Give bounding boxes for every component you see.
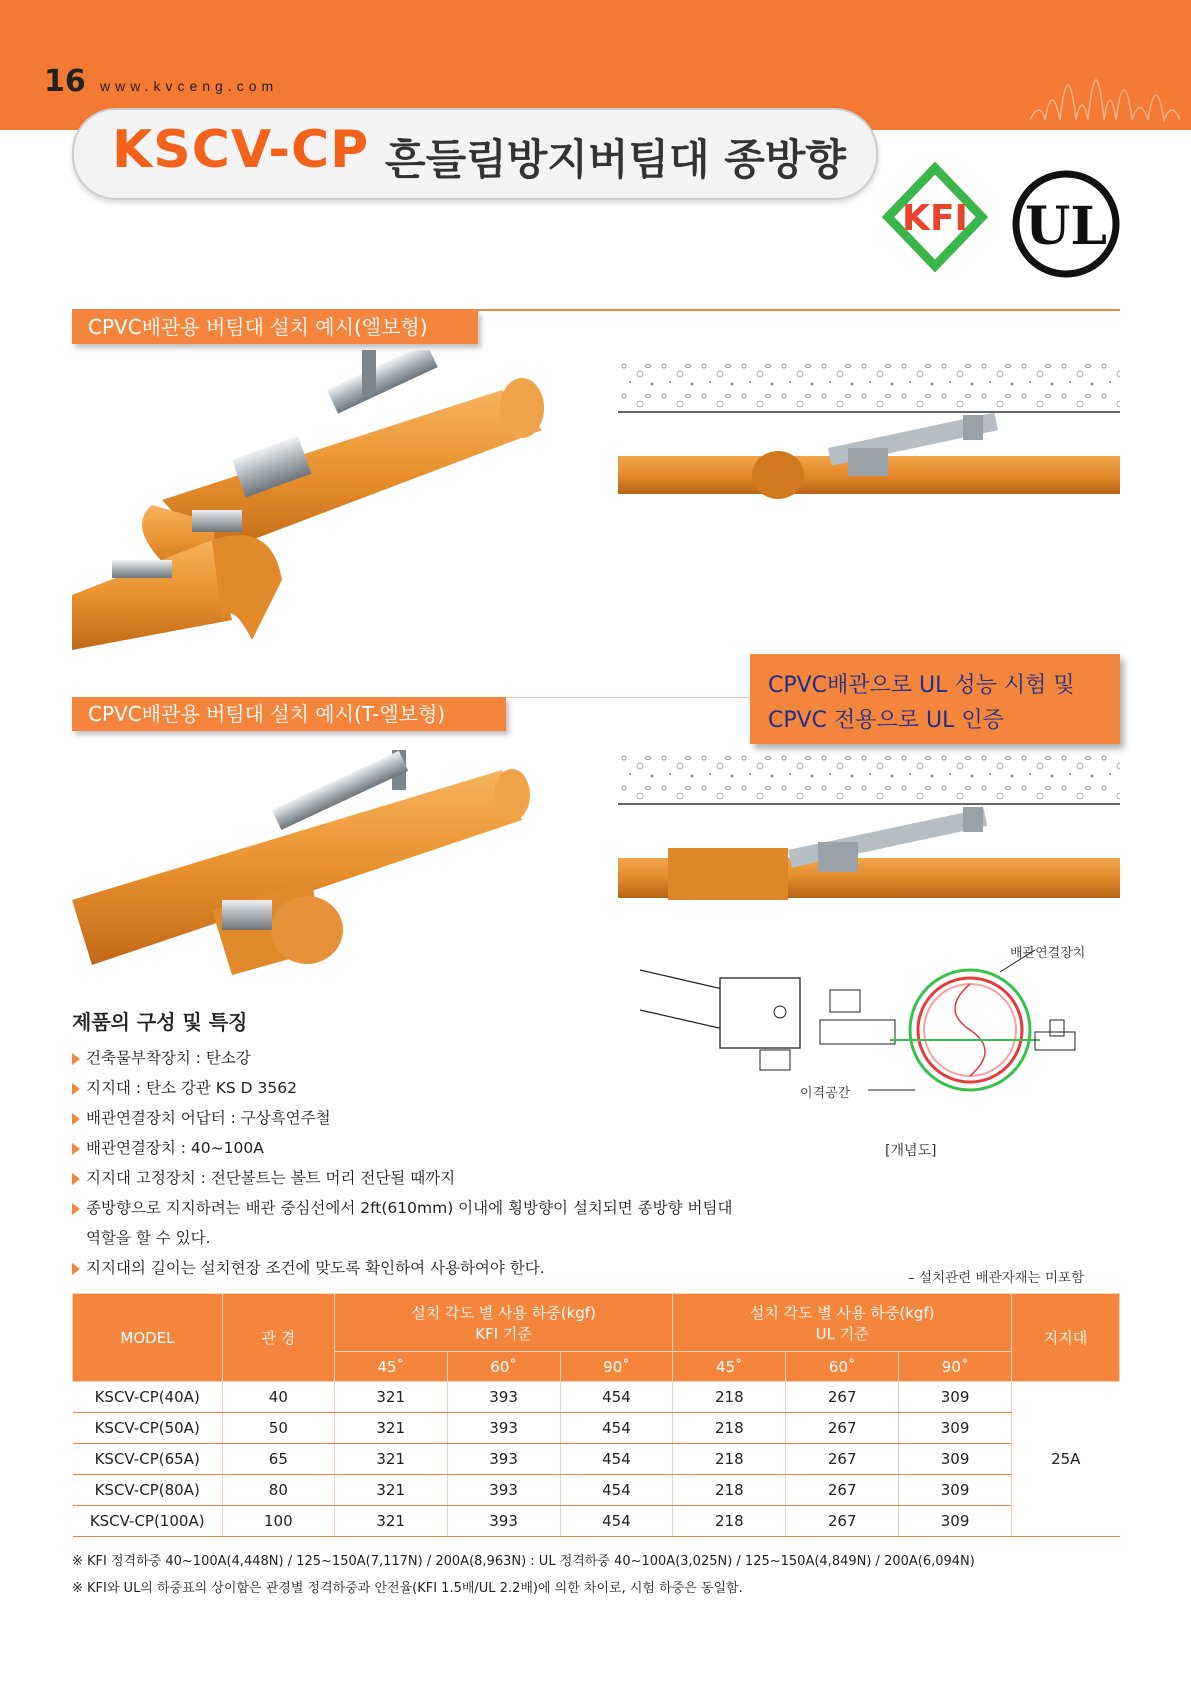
table-cell: 454 [560,1444,673,1475]
table-cell: 267 [786,1413,899,1444]
table-row [73,1413,1120,1444]
elbow-side-view-diagram [618,360,1120,500]
table-cell: 321 [334,1475,447,1506]
table-cell: 267 [786,1506,899,1537]
feature-item: 종방향으로 지지하려는 배관 중심선에서 2ft(610mm) 이내에 횡방향이 설치되면 종방향 버팀대 [72,1196,732,1218]
feature-item: 건축물부착장치 : 탄소강 [72,1046,251,1068]
table-row [73,1444,1120,1475]
header-kfi-group: 설치 각도 별 사용 하중(kgf) KFI 기준 [334,1294,673,1352]
table-cell: 100 [222,1506,334,1537]
section-label-tee: CPVC배관용 버팀대 설치 예시(T-엘보형) [72,697,506,731]
table-cell: 393 [447,1382,560,1413]
feature-item: 지지대의 길이는 설치현장 조건에 맞도록 확인하여 사용하여야 한다. [72,1256,545,1278]
table-cell: 454 [560,1506,673,1537]
diagram-caption: [개념도] [885,1143,937,1159]
table-cell: 309 [899,1444,1012,1475]
table-cell: 393 [447,1444,560,1475]
header-kfi-90: 90˚ [560,1352,673,1382]
header-ul-45: 45˚ [673,1352,786,1382]
table-cell: KSCV-CP(80A) [73,1475,223,1506]
ul-logo [1010,168,1122,280]
tee-side-view-diagram [618,752,1120,902]
table-cell: 454 [560,1475,673,1506]
website-url[interactable]: www.kvceng.com [100,78,279,94]
kfi-logo-text: KFI [902,198,968,239]
header-ul-60: 60˚ [786,1352,899,1382]
concept-diagram [640,950,1110,1120]
table-cell: 50 [222,1413,334,1444]
table-cell: 40 [222,1382,334,1413]
table-row [73,1382,1120,1413]
bullet-triangle-icon [72,1263,80,1275]
kfi-logo [880,162,990,272]
table-cell: 65 [222,1444,334,1475]
bullet-triangle-icon [72,1053,80,1065]
header-diameter: 관 경 [222,1294,334,1382]
table-cell: 267 [786,1444,899,1475]
table-cell: 218 [673,1506,786,1537]
table-cell: 454 [560,1382,673,1413]
footnote-rated-load: ※ KFI 정격하중 40~100A(4,448N) / 125~150A(7,117N) / 200A(8,963N) : UL 정격하중 40~100A(3,025N) / 125~150A(4,849N) / 200A(6,094N) [72,1554,975,1569]
callout-line-2: CPVC 전용으로 UL 인증 [768,708,1004,733]
bullet-triangle-icon [72,1113,80,1125]
table-cell: 218 [673,1475,786,1506]
table-row [73,1475,1120,1506]
product-description-title: 흔들림방지버팀대 종방향 [385,135,846,184]
label-pipe-connector: 배관연결장치 [1010,946,1086,961]
table-cell: KSCV-CP(40A) [73,1382,223,1413]
table-cell: 309 [899,1475,1012,1506]
table-cell: 80 [222,1475,334,1506]
header-kfi-60: 60˚ [447,1352,560,1382]
feature-item: 지지대 고정장치 : 전단볼트는 볼트 머리 전단될 때까지 [72,1166,455,1188]
table-cell: 393 [447,1413,560,1444]
table-cell: KSCV-CP(100A) [73,1506,223,1537]
table-cell: 393 [447,1506,560,1537]
feature-item-continuation: 역할을 할 수 있다. [86,1229,211,1247]
footnote-difference: ※ KFI와 UL의 하중표의 상이함은 관경별 정격하중과 안전율(KFI 1.5배/UL 2.2배)에 의한 차이로, 시험 하중은 동일함. [72,1581,743,1596]
header-ul-90: 90˚ [899,1352,1012,1382]
table-cell: KSCV-CP(65A) [73,1444,223,1475]
header-support: 지지대 [1012,1294,1120,1382]
table-cell: KSCV-CP(50A) [73,1413,223,1444]
table-cell: 267 [786,1475,899,1506]
feature-item: 배관연결장치 어답터 : 구상흑연주철 [72,1106,331,1128]
table-row [73,1506,1120,1537]
support-value-cell: 25A [1012,1382,1120,1537]
table-cell: 321 [334,1382,447,1413]
bullet-triangle-icon [72,1203,80,1215]
ul-logo-text: UL [1025,196,1107,257]
header-ul-group: 설치 각도 별 사용 하중(kgf) UL 기준 [673,1294,1012,1352]
features-heading: 제품의 구성 및 특징 [72,1010,248,1034]
materials-note: – 설치관련 배관자재는 미포함 [908,1270,1085,1286]
product-model-title: KSCV-CP [112,120,370,180]
table-cell: 454 [560,1413,673,1444]
callout-line-1: CPVC배관으로 UL 성능 시험 및 [768,673,1075,698]
page-number: 16 [44,64,86,99]
table-cell: 321 [334,1506,447,1537]
feature-item: 지지대 : 탄소 강관 KS D 3562 [72,1076,297,1098]
bullet-triangle-icon [72,1083,80,1095]
table-cell: 218 [673,1382,786,1413]
tee-installation-photo [72,750,532,980]
table-cell: 309 [899,1382,1012,1413]
feature-item: 배관연결장치 : 40~100A [72,1136,264,1158]
bullet-triangle-icon [72,1173,80,1185]
label-gap-space: 이격공간 [800,1086,851,1101]
table-cell: 321 [334,1413,447,1444]
table-cell: 309 [899,1413,1012,1444]
table-cell: 309 [899,1506,1012,1537]
table-cell: 267 [786,1382,899,1413]
table-cell: 218 [673,1444,786,1475]
section-label-elbow: CPVC배관용 버팀대 설치 예시(엘보형) [72,310,478,344]
table-cell: 321 [334,1444,447,1475]
header-kfi-45: 45˚ [334,1352,447,1382]
elbow-installation-photo [72,350,592,650]
waveform-decoration [1030,40,1180,130]
bullet-triangle-icon [72,1143,80,1155]
table-cell: 218 [673,1413,786,1444]
table-cell: 393 [447,1475,560,1506]
spec-table [72,1293,1120,1537]
header-model: MODEL [73,1294,223,1382]
